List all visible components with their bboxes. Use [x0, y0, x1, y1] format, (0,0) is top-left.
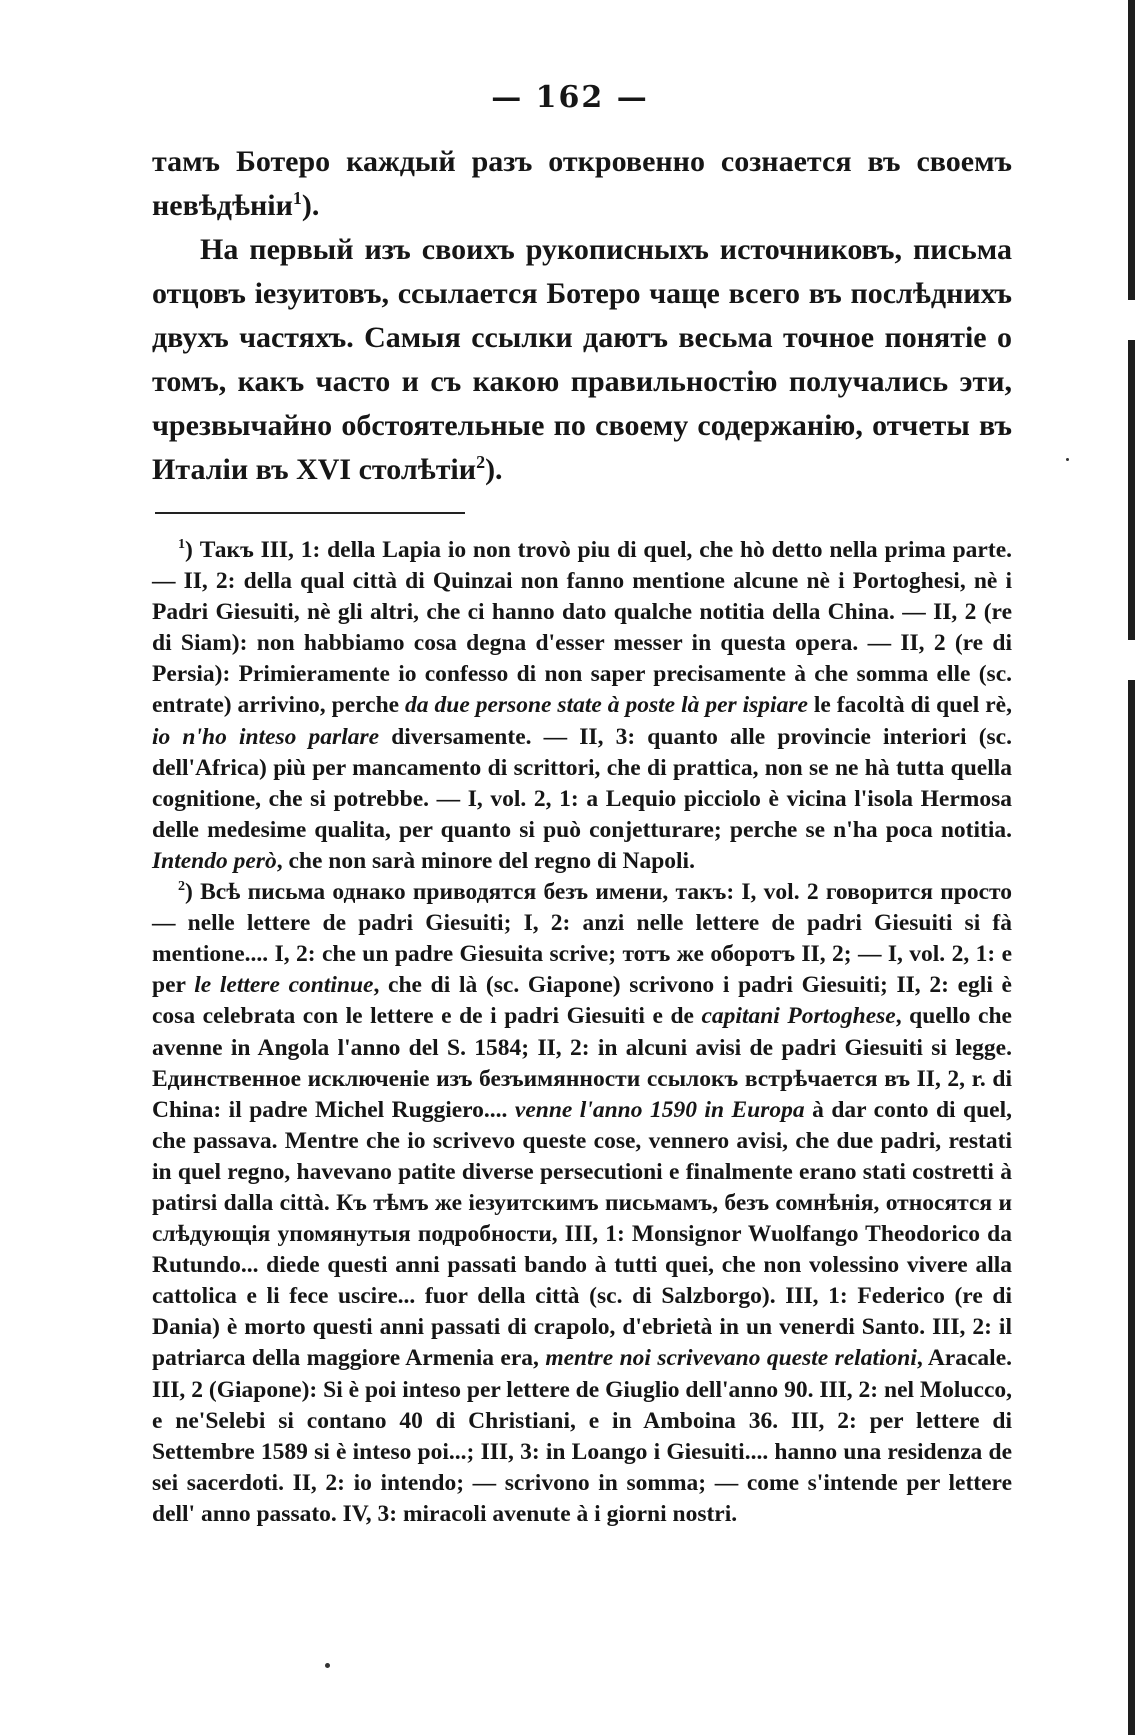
- binding-edge-gap: [1128, 300, 1135, 340]
- print-speck: [1066, 458, 1069, 461]
- page-number: — 162 —: [491, 80, 649, 115]
- main-text: [152, 140, 1012, 492]
- binding-edge-gap: [1128, 640, 1135, 680]
- footnote-marker: 1: [178, 536, 186, 553]
- footnote-1: $^1$) Такъ III, 1: della Lapia io non trovò piu di quel, che hò detto nella prima parte. — II, 2: della qual città di Quinzai non fanno mentione alcune nè i Portoghesi, nè i Padri Giesuiti, nè gli altri, che ci hanno dato qualche notitia della China. — II, 2 (re di Siam): non habbiamo cosa degna d'esser messer in questa opera. — II, 2 (re di Persia): Primieramente io confesso di non saper precisamente à che somma elle (sc. entrate) arrivino, perche da due persone state à poste là per ispiare le facoltà di quel rè, io n'ho inteso parlare diversamente. — II, 3: quanto alle provincie interiori (sc. dell'Africa) più per mancamento di scrittori, che di prattica, non se ne hà tutta quella cognitione, che si potrebbe. — I, vol. 2, 1: a Lequio picciolo è vicina l'isola Hermosa delle medesime qualita, per quanto si può conjetturare; perche se n'ha poca notitia. Intendo però, che non sarà minore del regno di Napoli.: [152, 536, 1012, 874]
- footnote-separator: [155, 512, 465, 514]
- paragraph-2: На первый изъ своихъ рукописныхъ источниковъ, письма отцовъ іезуитовъ, ссылается Ботеро чаще всего въ послѣднихъ двухъ частяхъ. Самыя ссылки даютъ весьма точное понятіе о томъ, какъ часто и съ какою правильностію получались эти, чрезвычайно обстоятельные по своему содержанію, отчеты въ Италіи въ XVI столѣтіи$^2$).: [152, 233, 1012, 486]
- footnote-marker: 2: [178, 878, 186, 895]
- paragraph-1: тамъ Ботеро каждый разъ откровенно сознается въ своемъ невѣдѣніи$^1$).: [152, 145, 1012, 222]
- footnote-ref-2: 2: [476, 452, 486, 472]
- footnote-ref-1: 1: [292, 188, 302, 208]
- print-speck: [325, 1663, 330, 1668]
- binding-edge: [1128, 0, 1135, 1735]
- footnotes: [152, 535, 1012, 1530]
- footnote-2: $^2$) Всѣ письма однако приводятся безъ имени, такъ: I, vol. 2 говорится просто — nelle lettere de padri Giesuiti; I, 2: anzi nelle lettere de padri Giesuiti si fà mentione.... I, 2: che un padre Giesuita scrive; тотъ же оборотъ II, 2; — I, vol. 2, 1: e per le lettere continue, che di là (sc. Giapone) scrivono i padri Giesuiti; II, 2: egli è cosa celebrata con le lettere e de i padri Giesuiti e de capitani Portoghese, quello che avenne in Angola l'anno del S. 1584; II, 2: in alcuni avisi de padri Giesuiti si legge. Единственное исключеніе изъ безъимянности ссылокъ встрѣчается въ II, 2, r. di China: il padre Michel Ruggiero.... venne l'anno 1590 in Europa à dar conto di quel, che passava. Mentre che io scrivevo queste cose, vennero avisi, che due padri, restati in quel regno, havevano patite diverse persecutioni e finalmente erano stati costretti à patirsi dalla città. Къ тѣмъ же іезуитскимъ письмамъ, безъ сомнѣнія, относятся и слѣдующія упомянутыя подробности, III, 1: Monsignor Wuolfango Theodorico da Rutundo... diede questi anni passati bando à tutti quei, che non volessino vivere alla cattolica e li fece uscire... fuor della città (sc. di Salzborgo). III, 1: Federico (re di Dania) è morto questi anni passati di crapolo, d'ebrietà in un venerdi Santo. III, 2: il patriarca della maggiore Armenia era, mentre noi scrivevano queste relationi, Aracale. III, 2 (Giapone): Si è poi inteso per lettere de Giuglio dell'anno 90. III, 2: nel Molucco, e ne'Selebi si contano 40 di Christiani, e in Amboina 36. III, 2: per lettere di Settembre 1589 si è inteso poi...; III, 3: in Loango i Giesuiti.... hanno una residenza de sei sacerdoti. II, 2: io intendo; — scrivono in somma; — come s'intende per lettere dell' anno passato. IV, 3: miracoli avenute à i giorni nostri.: [152, 878, 1012, 1527]
